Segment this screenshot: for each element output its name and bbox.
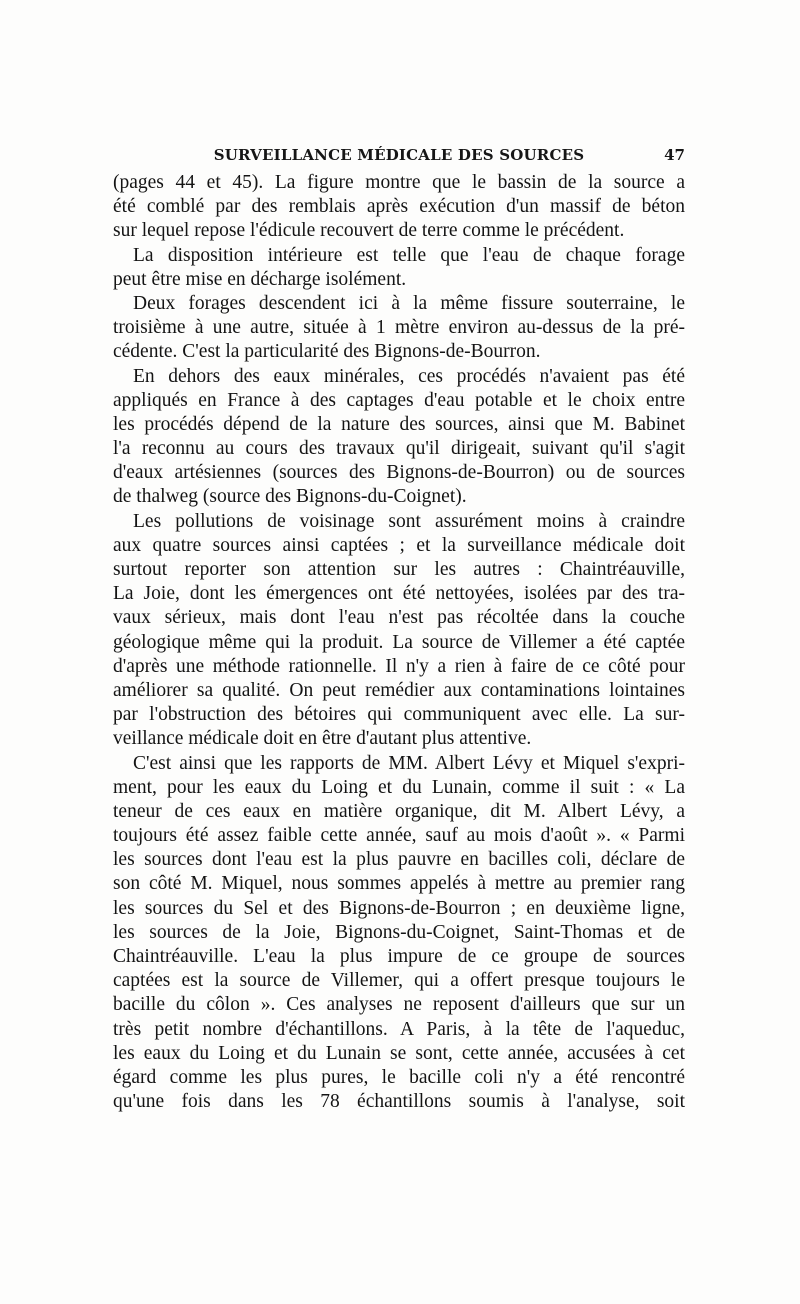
text-line: teneur de ces eaux en matière organique, dit M. Albert Lévy, a [113,800,685,822]
text-line: l'a reconnu au cours des travaux qu'il dirigeait, suivant qu'il s'agit [113,438,685,460]
text-line: son côté M. Miquel, nous sommes appelés à mettre au premier rang [113,873,685,895]
text-line: les procédés dépend de la nature des sources, ainsi que M. Babinet [113,413,685,435]
text-line: toujours été assez faible cette année, sauf au mois d'août ». « Parmi [113,825,685,847]
text-line: les sources dont l'eau est la plus pauvre en bacilles coli, déclare de [113,849,685,871]
text-line: vaux sérieux, mais dont l'eau n'est pas récoltée dans la couche [113,607,685,629]
text-line: les eaux du Loing et du Lunain se sont, cette année, accusées à cet [113,1042,685,1064]
text-line: d'eaux artésiennes (sources des Bignons-de-Bourron) ou de sources [113,462,685,484]
text-line: surtout reporter son attention sur les autres : Chaintréauville, [113,559,685,580]
text-line: les sources du Sel et des Bignons-de-Bourron ; en deuxième ligne, [113,897,685,919]
text-line: géologique même qui la produit. La source de Villemer a été captée [113,631,685,653]
text-line: Deux forages descendent ici à la même fissure souterraine, le [133,292,685,314]
text-line: troisième à une autre, située à 1 mètre environ au-dessus de la pré- [113,317,685,339]
text-line: aux quatre sources ainsi captées ; et la surveillance médicale doit [113,534,685,556]
text-line: C'est ainsi que les rapports de MM. Albert Lévy et Miquel s'expri- [133,752,685,774]
text-line: d'après une méthode rationnelle. Il n'y a rien à faire de ce côté pour [113,655,685,677]
text-line: de thalweg (source des Bignons-du-Coignet). [113,486,467,508]
text-line: égard comme les plus pures, le bacille coli n'y a été rencontré [113,1066,685,1088]
text-line: La disposition intérieure est telle que l'eau de chaque forage [133,244,685,266]
paragraph [113,365,685,510]
text-line: appliqués en France à des captages d'eau potable et le choix entre [113,389,685,411]
body-text [113,171,685,1114]
text-line: sur lequel repose l'édicule recouvert de terre comme le précédent. [113,220,625,242]
text-line: (pages 44 et 45). La figure montre que le bassin de la source a [113,172,685,193]
text-line: cédente. C'est la particularité des Bignons-de-Bourron. [113,341,541,363]
text-line: qu'une fois dans les 78 échantillons soumis à l'analyse, soit [113,1091,685,1113]
paragraph [113,244,685,292]
text-line: La Joie, dont les émergences ont été nettoyées, isolées par des tra- [113,583,685,605]
text-line: ment, pour les eaux du Loing et du Lunain, comme il suit : « La [113,776,685,798]
text-line: En dehors des eaux minérales, ces procédés n'avaient pas été [133,365,685,387]
text-line: captées est la source de Villemer, qui a offert presque toujours le [113,970,685,992]
text-line: Chaintréauville. L'eau la plus impure de ce groupe de sources [113,946,685,967]
text-line: bacille du côlon ». Ces analyses ne reposent d'ailleurs que sur un [113,994,685,1016]
page-header [113,146,685,170]
text-line: Les pollutions de voisinage sont assurément moins à craindre [133,510,685,532]
paragraph [113,171,685,244]
text-line: veillance médicale doit en être d'autant plus attentive. [113,728,532,750]
page-number: 47 [664,146,685,164]
text-line: été comblé par des remblais après exécution d'un massif de béton [113,196,685,218]
text-line: très petit nombre d'échantillons. A Paris, à la tête de l'aqueduc, [113,1018,685,1040]
running-title: SURVEILLANCE MÉDICALE DES SOURCES [213,146,585,164]
paragraph [113,510,685,752]
text-line: améliorer sa qualité. On peut remédier aux contaminations lointaines [113,679,685,701]
paragraph [113,752,685,1115]
text-line: les sources de la Joie, Bignons-du-Coignet, Saint-Thomas et de [113,921,685,943]
text-line: peut être mise en décharge isolément. [113,268,407,290]
text-line: par l'obstruction des bétoires qui communiquent avec elle. La sur- [113,704,685,726]
paragraph [113,292,685,365]
